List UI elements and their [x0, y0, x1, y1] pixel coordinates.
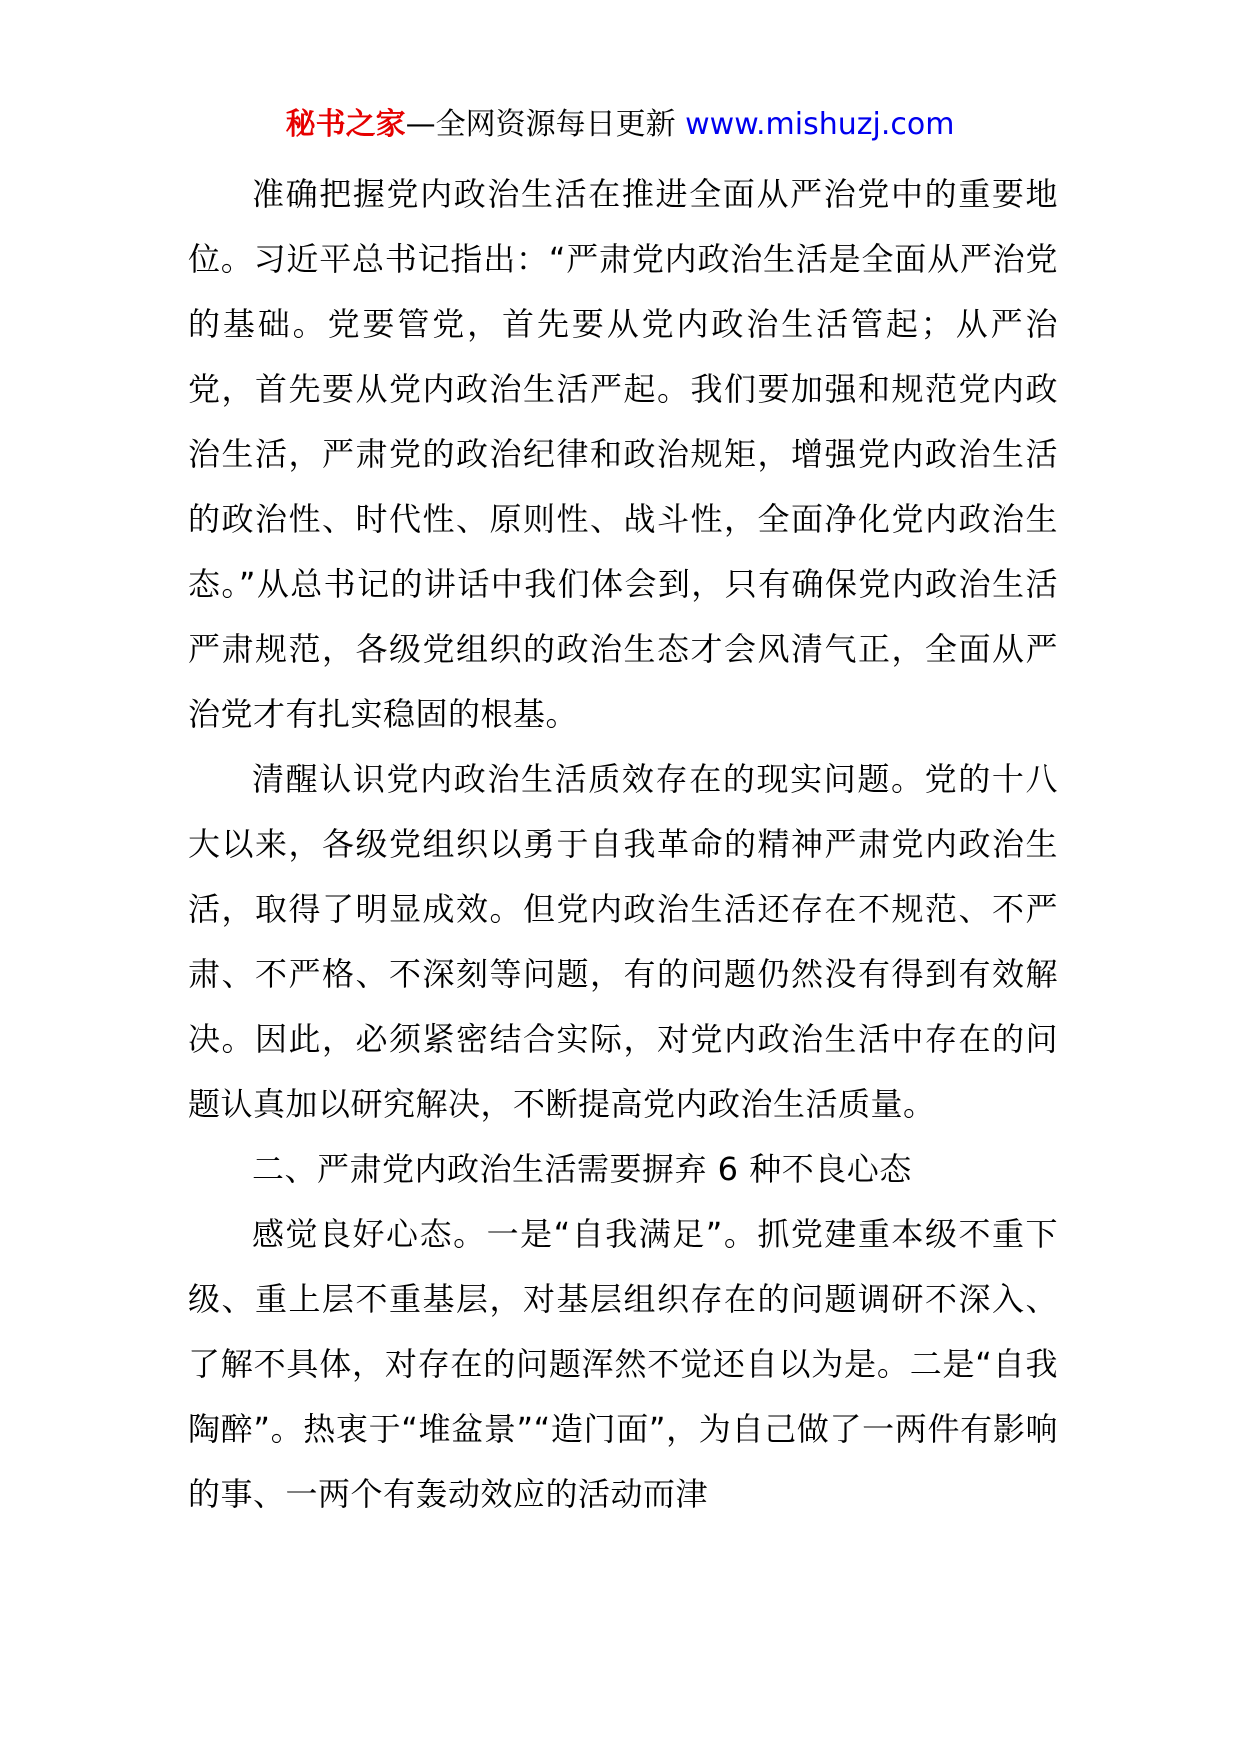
paragraph: 准确把握党内政治生活在推进全面从严治党中的重要地位。习近平总书记指出：“严肃党内政治生活是全面从严治党的基础。党要管党，首先要从党内政治生活管起；从严治党，首先要从党内政治生活严起。我们要加强和规范党内政治生活，严肃党的政治纪律和政治规矩，增强党内政治生活的政治性、时代性、原则性、战斗性，全面净化党内政治生态。”从总书记的讲话中我们体会到，只有确保党内政治生活严肃规范，各级党组织的政治生态才会风清气正，全面从严治党才有扎实稳固的根基。: [188, 175, 1058, 733]
document-body: [188, 162, 1058, 1527]
section-heading: 二、严肃党内政治生活需要摒弃 6 种不良心态: [252, 1150, 912, 1188]
site-header: [0, 100, 1240, 150]
paragraph: 清醒认识党内政治生活质效存在的现实问题。党的十八大以来，各级党组织以勇于自我革命的精神严肃党内政治生活，取得了明显成效。但党内政治生活还存在不规范、不严肃、不严格、不深刻等问题，有的问题仍然没有得到有效解决。因此，必须紧密结合实际，对党内政治生活中存在的问题认真加以研究解决，不断提高党内政治生活质量。: [188, 760, 1058, 1123]
paragraph: 感觉良好心态。一是“自我满足”。抓党建重本级不重下级、重上层不重基层，对基层组织存在的问题调研不深入、了解不具体，对存在的问题浑然不觉还自以为是。二是“自我陶醉”。热衷于“堆盆景”“造门面”，为自己做了一两件有影响的事、一两个有轰动效应的活动而津: [188, 1215, 1058, 1513]
header-tagline: —全网资源每日更新: [405, 107, 686, 142]
brand-name: 秘书之家: [285, 107, 406, 142]
site-url-link[interactable]: www.mishuzj.com: [685, 107, 955, 142]
